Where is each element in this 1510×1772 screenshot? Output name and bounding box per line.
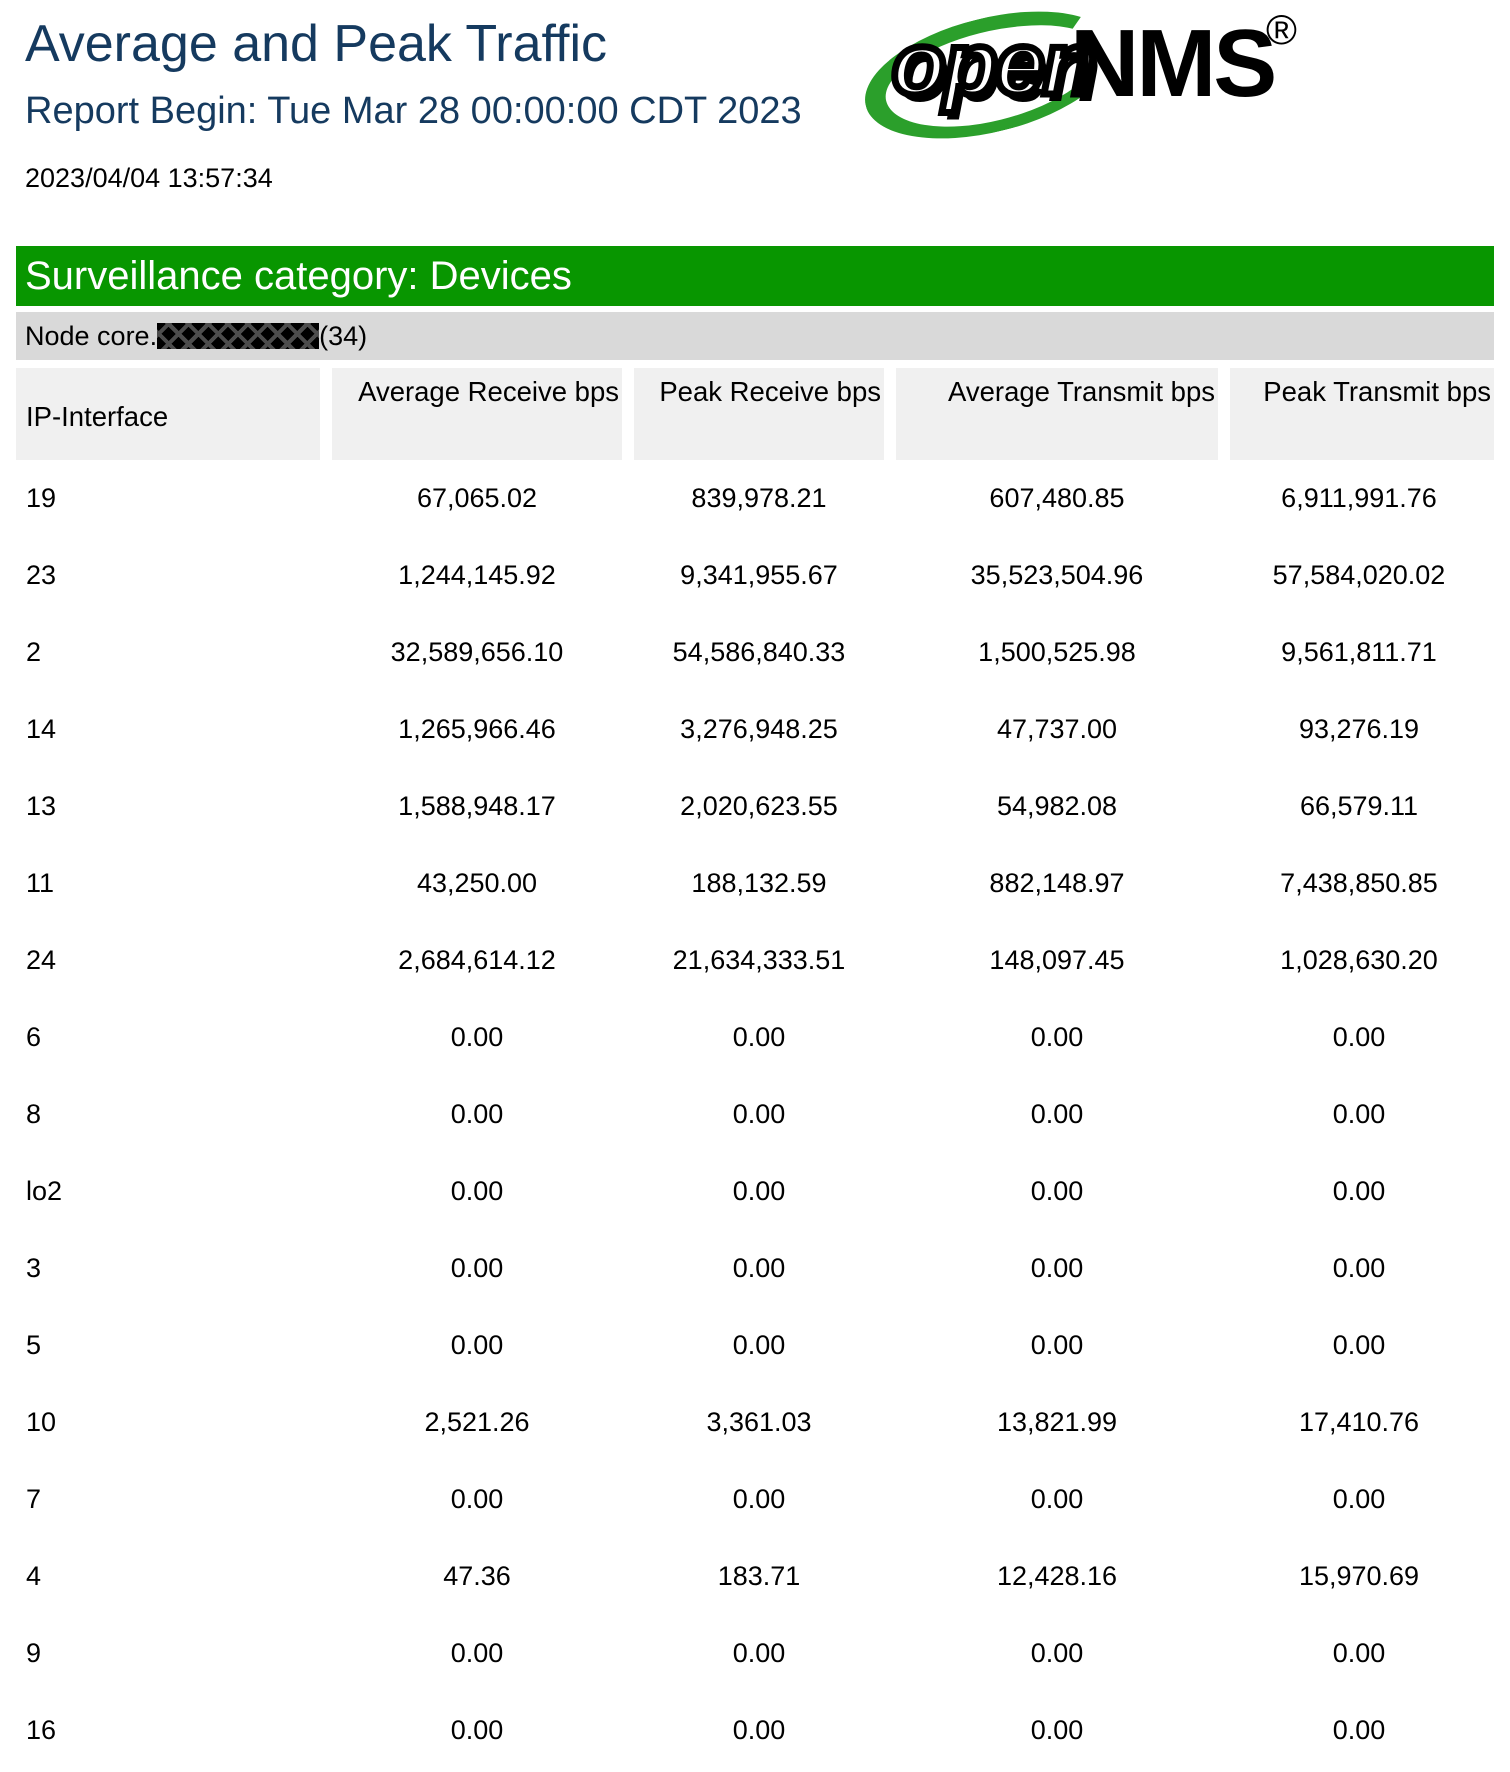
table-row: [16, 614, 1494, 691]
value-cell: 0.00: [890, 1076, 1224, 1153]
value-cell: 0.00: [890, 1615, 1224, 1692]
column-header: Average Receive bps: [326, 368, 628, 460]
column-header: Peak Transmit bps: [1224, 368, 1494, 460]
value-cell: 0.00: [326, 1307, 628, 1384]
interface-cell: 6: [16, 999, 326, 1076]
value-cell: 0.00: [326, 1692, 628, 1769]
interface-cell: 11: [16, 845, 326, 922]
value-cell: 1,500,525.98: [890, 614, 1224, 691]
interface-cell: 13: [16, 768, 326, 845]
table-row: [16, 691, 1494, 768]
value-cell: 0.00: [1224, 1076, 1494, 1153]
interface-cell: 2: [16, 614, 326, 691]
table-header-row: [16, 368, 1494, 460]
value-cell: 882,148.97: [890, 845, 1224, 922]
value-cell: 21,634,333.51: [628, 922, 890, 999]
interface-cell: 24: [16, 922, 326, 999]
value-cell: 0.00: [628, 1692, 890, 1769]
redaction-box: [157, 323, 319, 349]
value-cell: 17,410.76: [1224, 1384, 1494, 1461]
report-body: [16, 246, 1494, 1769]
value-cell: 0.00: [890, 1461, 1224, 1538]
value-cell: 66,579.11: [1224, 768, 1494, 845]
table-row: [16, 1230, 1494, 1307]
value-cell: 607,480.85: [890, 460, 1224, 537]
value-cell: 0.00: [326, 1153, 628, 1230]
value-cell: 0.00: [1224, 1307, 1494, 1384]
value-cell: 2,521.26: [326, 1384, 628, 1461]
value-cell: 67,065.02: [326, 460, 628, 537]
column-header: Peak Receive bps: [628, 368, 890, 460]
table-row: [16, 460, 1494, 537]
value-cell: 0.00: [628, 1076, 890, 1153]
value-cell: 9,341,955.67: [628, 537, 890, 614]
value-cell: 93,276.19: [1224, 691, 1494, 768]
traffic-table: [16, 368, 1494, 1769]
value-cell: 0.00: [1224, 999, 1494, 1076]
table-row: [16, 845, 1494, 922]
value-cell: 0.00: [326, 1461, 628, 1538]
value-cell: 183.71: [628, 1538, 890, 1615]
value-cell: 13,821.99: [890, 1384, 1224, 1461]
table-row: [16, 537, 1494, 614]
value-cell: 0.00: [326, 999, 628, 1076]
node-bar: [16, 312, 1494, 360]
value-cell: 35,523,504.96: [890, 537, 1224, 614]
interface-cell: 5: [16, 1307, 326, 1384]
table-row: [16, 922, 1494, 999]
interface-cell: 19: [16, 460, 326, 537]
value-cell: 0.00: [326, 1615, 628, 1692]
value-cell: 0.00: [890, 1692, 1224, 1769]
value-cell: 0.00: [1224, 1461, 1494, 1538]
surveillance-category-banner: Surveillance category: Devices: [16, 246, 1494, 306]
table-row: [16, 999, 1494, 1076]
interface-cell: 23: [16, 537, 326, 614]
value-cell: 0.00: [628, 1615, 890, 1692]
value-cell: 0.00: [890, 1230, 1224, 1307]
value-cell: 2,684,614.12: [326, 922, 628, 999]
value-cell: 0.00: [628, 1307, 890, 1384]
value-cell: 3,361.03: [628, 1384, 890, 1461]
value-cell: 0.00: [1224, 1615, 1494, 1692]
interface-cell: 8: [16, 1076, 326, 1153]
interface-cell: 3: [16, 1230, 326, 1307]
value-cell: 6,911,991.76: [1224, 460, 1494, 537]
value-cell: 0.00: [326, 1230, 628, 1307]
node-interface-count: (34): [319, 321, 368, 351]
value-cell: 0.00: [628, 1230, 890, 1307]
value-cell: 9,561,811.71: [1224, 614, 1494, 691]
value-cell: 0.00: [628, 999, 890, 1076]
value-cell: 1,588,948.17: [326, 768, 628, 845]
value-cell: 839,978.21: [628, 460, 890, 537]
value-cell: 54,586,840.33: [628, 614, 890, 691]
value-cell: 3,276,948.25: [628, 691, 890, 768]
report-begin-line: Report Begin: Tue Mar 28 00:00:00 CDT 2023: [25, 90, 802, 132]
table-row: [16, 1692, 1494, 1769]
opennms-logo: [862, 6, 1322, 146]
value-cell: 54,982.08: [890, 768, 1224, 845]
value-cell: 0.00: [890, 999, 1224, 1076]
column-header: IP-Interface: [16, 368, 326, 460]
value-cell: 15,970.69: [1224, 1538, 1494, 1615]
interface-cell: 7: [16, 1461, 326, 1538]
value-cell: 1,265,966.46: [326, 691, 628, 768]
table-row: [16, 1538, 1494, 1615]
table-row: [16, 1615, 1494, 1692]
table-row: [16, 1076, 1494, 1153]
value-cell: 148,097.45: [890, 922, 1224, 999]
interface-cell: lo2: [16, 1153, 326, 1230]
column-header: Average Transmit bps: [890, 368, 1224, 460]
value-cell: 1,244,145.92: [326, 537, 628, 614]
table-row: [16, 1461, 1494, 1538]
value-cell: 188,132.59: [628, 845, 890, 922]
report-header: [0, 0, 1510, 194]
value-cell: 47.36: [326, 1538, 628, 1615]
value-cell: 2,020,623.55: [628, 768, 890, 845]
logo-nms-text: NMS: [1070, 10, 1275, 117]
value-cell: 7,438,850.85: [1224, 845, 1494, 922]
node-label-prefix: Node core.: [25, 321, 158, 351]
interface-cell: 16: [16, 1692, 326, 1769]
registered-trademark-icon: ®: [1266, 6, 1297, 53]
value-cell: 0.00: [1224, 1692, 1494, 1769]
logo-open-text: open: [892, 14, 1095, 113]
interface-cell: 10: [16, 1384, 326, 1461]
value-cell: 0.00: [326, 1076, 628, 1153]
interface-cell: 4: [16, 1538, 326, 1615]
interface-cell: 9: [16, 1615, 326, 1692]
value-cell: 0.00: [890, 1307, 1224, 1384]
value-cell: 47,737.00: [890, 691, 1224, 768]
value-cell: 0.00: [628, 1461, 890, 1538]
interface-cell: 14: [16, 691, 326, 768]
value-cell: 1,028,630.20: [1224, 922, 1494, 999]
value-cell: 0.00: [628, 1153, 890, 1230]
value-cell: 43,250.00: [326, 845, 628, 922]
value-cell: 12,428.16: [890, 1538, 1224, 1615]
table-row: [16, 1307, 1494, 1384]
table-row: [16, 768, 1494, 845]
report-generated-timestamp: 2023/04/04 13:57:34: [25, 163, 273, 193]
value-cell: 32,589,656.10: [326, 614, 628, 691]
value-cell: 0.00: [1224, 1153, 1494, 1230]
value-cell: 0.00: [890, 1153, 1224, 1230]
value-cell: 0.00: [1224, 1230, 1494, 1307]
page-title: Average and Peak Traffic: [25, 15, 608, 73]
table-body: [16, 460, 1494, 1769]
value-cell: 57,584,020.02: [1224, 537, 1494, 614]
table-row: [16, 1384, 1494, 1461]
table-row: [16, 1153, 1494, 1230]
